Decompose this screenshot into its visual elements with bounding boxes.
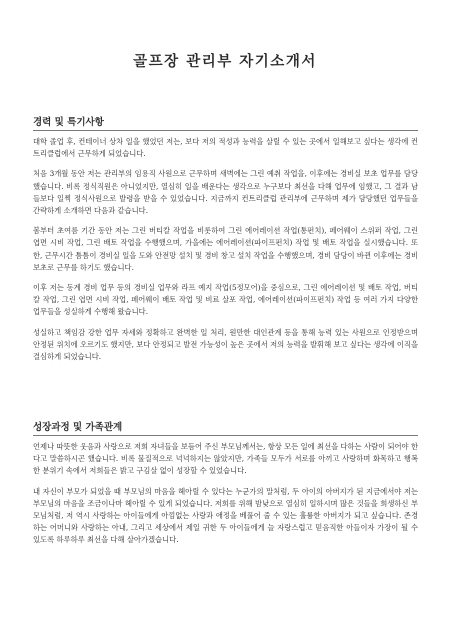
paragraph: 언제나 따뜻한 웃음과 사랑으로 저희 자녀들을 보듬어 주신 부모님께서는, 항상 모든 일에 최선을 다하는 사람이 되어야 한다고 말씀하시곤 했습니다. 비록 물질적으로 넉넉하지는 않았지만, 가족들 모두가 서로를 아끼고 사랑하며 화목하고 행복한 분위기 속에서 저희들은 밝고 구김살 없이 성장할 수 있었습니다. [33, 442, 418, 476]
paragraph: 대학 졸업 후, 컨테이너 상차 일을 했었던 저는, 보다 저의 적성과 능력을 살릴 수 있는 곳에서 일해보고 싶다는 생각에 컨트리클럽에서 근무하게 되었습니다. [33, 137, 418, 159]
paragraph: 봄부터 초여름 기간 동안 저는 그린 버티칼 작업을 비롯하여 그린 에어레이션 작업(통펀치), 페어웨이 스위퍼 작업, 그린 엽면 시비 작업, 그린 배토 작업을 수행했으며, 가을에는 에어레이션(파이프펀치) 작업 및 배토 작업을 실시했습니다. 또한, 근무시간 틈틈이 경비실 일을 도와 안전망 설치 및 경비 창고 설치 작업을 수행했으며, 경비 담당이 바뀐 이후에는 경비 보초로 근무를 하기도 했습니다. [33, 226, 418, 272]
paragraph: 내 자신이 부모가 되었을 때 부모님의 마음을 헤아릴 수 있다는 누군가의 말처럼, 두 아이의 아버지가 된 지금에서야 저는 부모님의 마음을 조금이나마 헤아릴 수 있게 되었습니다. 저희를 위해 밤낮으로 열심히 일하시며 많은 것들을 희생하신 부모님처럼, 저 역시 사랑하는 아이들에게 아낌없는 사랑과 애정을 베풀어 줄 수 있는 훌륭한 아버지가 되고 싶습니다. 존경하는 어머니와 사랑하는 아내, 그리고 세상에서 제일 귀한 두 아이들에게 늘 자랑스럽고 믿음직한 아들이자 가장이 될 수 있도록 하루하루 최선을 다해 살아가겠습니다. [33, 486, 418, 545]
paragraph: 성실하고 책임감 강한 업무 자세와 정확하고 완벽한 일 처리, 원만한 대인관계 등을 통해 능력 있는 사원으로 인정받으며 안정된 위치에 오르기도 했지만, 보다 안정되고 발전 가능성이 높은 곳에서 저의 능력을 발휘해 보고 싶다는 생각에 이직을 결심하게 되었습니다. [33, 327, 418, 362]
section-heading-career: 경력 및 특기사항 [33, 114, 418, 131]
paragraph: 이후 저는 동계 경비 업무 등의 경비실 업무와 라프 예지 작업(5정모어)을 중심으로, 그린 에어레이션 및 배토 작업, 버티칼 작업, 그린 엽면 시비 작업, 페어웨이 배토 작업 및 비료 살포 작업, 에어레이션(파이프펀치) 작업 등 여러 가지 다양한 업무들을 성실하게 수행해 왔습니다. [33, 283, 418, 317]
section-heading-growth: 성장과정 및 가족관계 [33, 419, 418, 436]
paragraph: 처음 3개월 동안 저는 관리부의 임용직 사원으로 근무하며 새벽에는 그린 예취 작업을, 이후에는 경비실 보초 업무를 담당했습니다. 비록 정식직원은 아니었지만, 열심히 일을 배운다는 생각으로 누구보다 최선을 다해 업무에 임했고, 그 결과 남들보다 일찍 정식사원으로 발령을 받을 수 있었습니다. 지금까지 컨트리클럽 관리부에 근무하며 제가 담당했던 업무들을 간략하게 소개하면 다음과 같습니다. [33, 169, 418, 216]
section-career [33, 114, 418, 371]
section-growth [33, 419, 418, 555]
document-title: 골프장 관리부 자기소개서 [133, 53, 317, 70]
